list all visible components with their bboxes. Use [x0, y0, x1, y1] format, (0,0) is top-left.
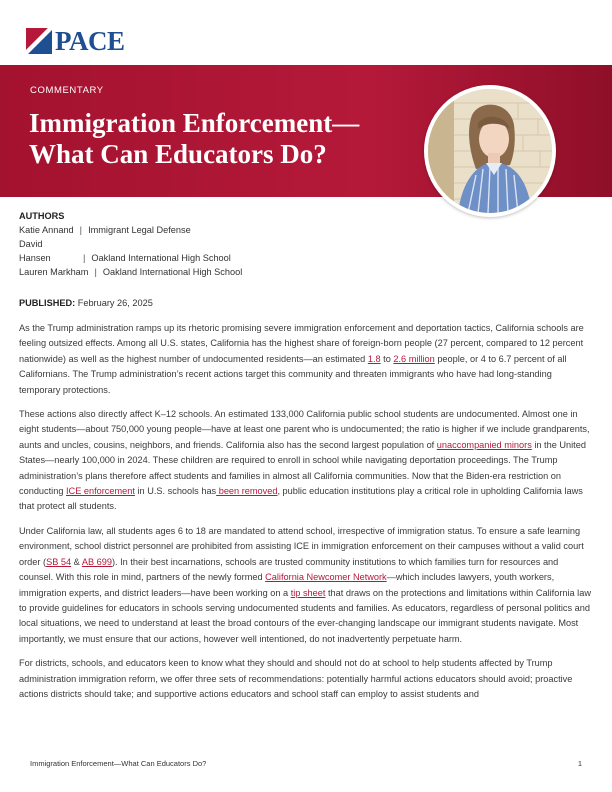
divider: | — [94, 267, 97, 277]
link-unaccompanied-minors[interactable]: unaccompanied minors — [436, 439, 532, 450]
article-category: COMMENTARY — [30, 85, 104, 96]
author-entry — [19, 237, 242, 251]
link-been-removed[interactable]: been removed — [216, 486, 278, 497]
text-run: Under California law, all students ages 6 to 18 are mandated to attend school, irrespective of immigration status. To ensure a safe learning environment, school district personnel are prohibited from assisting ICE in immigration enforcement on their campuses without a valid court order ( — [19, 525, 584, 567]
author-organization: Oakland International High School — [91, 253, 231, 263]
authors-section — [19, 209, 242, 279]
link-2-6-million[interactable]: 2.6 million — [393, 353, 435, 364]
author-organization: Immigrant Legal Defense — [88, 225, 191, 235]
link-ab-699[interactable]: AB 699 — [81, 556, 112, 567]
page-footer — [30, 759, 582, 768]
footer-title: Immigration Enforcement—What Can Educators Do? — [30, 759, 207, 768]
page-number: 1 — [577, 759, 582, 768]
divider: | — [79, 225, 83, 235]
link-1-8[interactable]: 1.8 — [367, 353, 381, 364]
author-entry — [19, 251, 242, 265]
author-organization: Oakland International High School — [102, 267, 243, 277]
publish-date — [19, 298, 153, 308]
text-run: that draws on the protections and limitations within California law to provide guidelines for educators in schools serving undocumented students and families. As educators, regardless of personal politics and local situations, we need to understand at least the broad contours of the ever-changing landscape our immigrant students navigate. Most importantly, we must ensure that our actions, however well intentioned, do not inadvertently perpetuate harm. — [19, 587, 591, 644]
link-ice-enforcement[interactable]: ICE enforcement — [66, 486, 135, 497]
text-run: , public education institutions play a critical role in upholding California laws that protect all students. — [19, 486, 583, 512]
published-label: PUBLISHED: — [19, 298, 76, 308]
text-run: in U.S. schools has — [134, 486, 217, 497]
link-california-newcomer-network[interactable]: California Newcomer Network — [265, 572, 387, 583]
author-name: Hansen — [19, 253, 51, 263]
published-date: February 26, 2025 — [77, 298, 153, 308]
author-entry — [19, 223, 242, 237]
paragraph — [19, 321, 595, 398]
text-run: These actions also directly affect K–12 schools. An estimated 133,000 California public school students are undocumented. Almost one in eight students—about 750,000 young people—have at least one parent who is undocumented; the ratio is higher if we include grandparents, aunts and uncles, cousins, neighbors, and friends. California also has the second largest population of — [19, 409, 590, 450]
text-run: As the Trump administration ramps up its rhetoric promising severe immigration enforcement and deportation tactics, California schools are feeling outsized effects. Among all U.S. states, California has the highest share of foreign-born people (27 percent, compared to 12 percent nationwide) as well as the highest number of undocumented residents—an estimated — [19, 323, 584, 364]
article-body — [19, 321, 595, 711]
link-sb-54[interactable]: SB 54 — [46, 556, 72, 567]
student-portrait-photo — [424, 85, 556, 217]
text-run: people, or 4 to 6.7 percent of all Californians. The Trump administration’s recent actions target this community and threaten immigrants who have had long-standing temporary protections. — [19, 353, 567, 395]
text-run: —which includes lawyers, youth workers, immigration experts, and district leaders—have been working on a — [19, 572, 555, 598]
text-run: in the United States—nearly 100,000 in 2024. These children are required to enroll in school while navigating deportation proceedings. The Trump administration’s plans therefore affect students and families in almost all California communities. Now that the Biden-era restriction on conducting — [19, 439, 586, 497]
paragraph — [19, 407, 595, 515]
text-run: to — [380, 353, 394, 364]
divider: | — [83, 253, 86, 263]
author-name: Katie Annand — [19, 225, 74, 235]
paragraph — [19, 524, 595, 647]
text-run: & — [71, 556, 82, 567]
link-tip-sheet[interactable]: tip sheet — [290, 587, 326, 598]
text-run: ). In their best incarnations, schools are trusted community institutions to which families turn for resources and counsel. With this role in mind, partners of the newly formed — [19, 556, 559, 583]
author-name: David — [19, 239, 43, 249]
paragraph: For districts, schools, and educators keen to know what they should and should not do at school to help students affected by Trump administration immigration reform, we offer three sets of recommendations: potentially harmful actions educators should avoid; proactive actions districts should take; and supportive actions educators and school staff can employ to assist students and — [19, 658, 573, 699]
pace-slash-logo-icon — [26, 28, 52, 54]
author-name: Lauren Markham — [19, 267, 89, 277]
logo-wordmark: PACE — [55, 26, 125, 56]
page-title: Immigration Enforcement—What Can Educators Do? — [29, 108, 360, 169]
author-entry — [19, 265, 242, 279]
pace-logo[interactable] — [26, 27, 125, 55]
authors-heading: AUTHORS — [19, 211, 65, 221]
